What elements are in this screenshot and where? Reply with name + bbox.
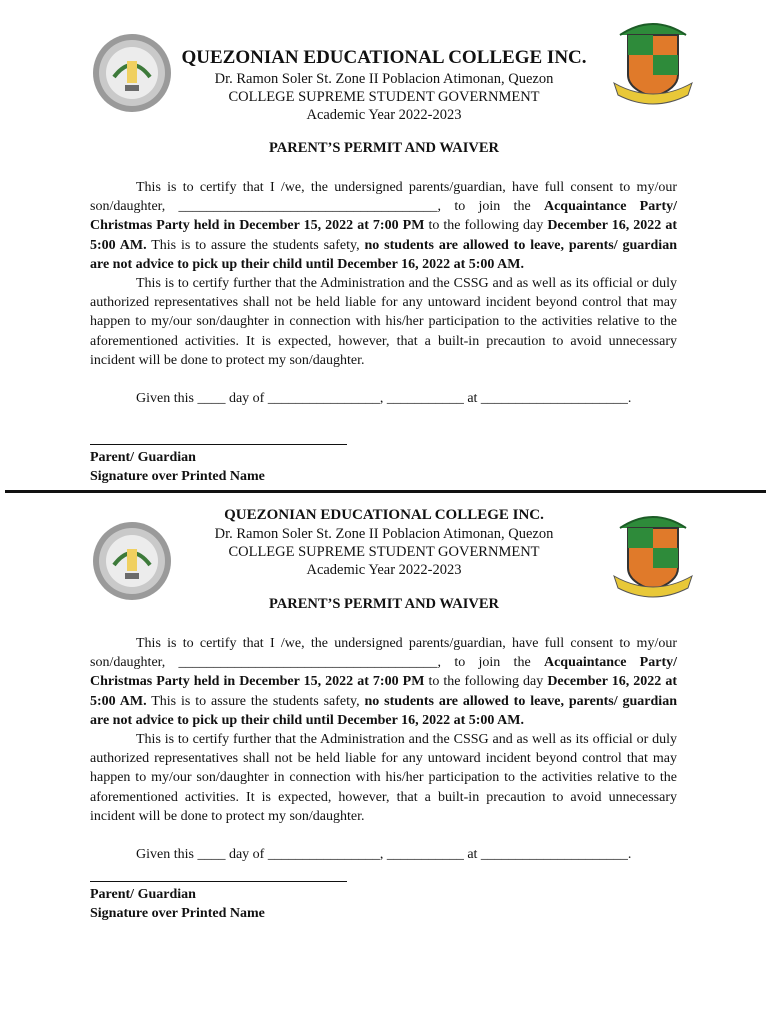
signature-block [90,885,265,923]
given-date-line[interactable]: Given this ____ day of ________________, ___________ at _____________________. [136,847,632,862]
consent-text: , to join the [437,655,544,671]
college-header [150,46,618,124]
college-name: QUEZONIAN EDUCATIONAL COLLEGE INC. [224,507,544,523]
academic-year: Academic Year 2022-2023 [306,562,462,578]
event-details: Acquaintance Party/ Christmas Party held in December 15, 2022 at 7:00 PM [90,199,677,234]
academic-year: Academic Year 2022-2023 [306,107,462,123]
permit-body [90,178,677,370]
signature-block [90,448,265,486]
consent-text: This is to certify that I /we, the undersigned parents/guardian, have full consent to my/our son/daughter, [90,180,677,215]
ssg-crest-icon [612,506,694,602]
waiver-paragraph: This is to certify further that the Administration and the CSSG and as well as its official or duly authorized representatives shall not be held liable for any untoward incident beyond control that may happen to my/our son/daughter in connection with his/her participation to the activities relative to the aforementioned activities. It is expected, however, that a built-in precaution to avoid unnecessary incident will be done to protect my son/daughter. [90,732,677,824]
college-address: Dr. Ramon Soler St. Zone II Poblacion Atimonan, Quezon [214,526,554,542]
consent-text: to the following day [424,218,548,234]
document-title: PARENT’S PERMIT AND WAIVER [268,596,500,612]
student-name-blank[interactable]: _____________________________________ [178,199,438,215]
signature-label: Signature over Printed Name [90,469,265,484]
safety-rule: no students are allowed to leave, parents/ guardian are not advice to pick up their child until December 16, 2022 at 5:00 AM. [90,237,677,272]
student-government: COLLEGE SUPREME STUDENT GOVERNMENT [228,89,540,105]
consent-text: , to join the [437,199,544,215]
signature-line[interactable] [90,881,347,882]
parent-guardian-label: Parent/ Guardian [90,450,196,465]
cut-divider [5,490,766,493]
signature-label: Signature over Printed Name [90,906,265,921]
college-name: QUEZONIAN EDUCATIONAL COLLEGE INC. [181,47,587,68]
safety-rule: no students are allowed to leave, parents/ guardian are not advice to pick up their child until December 16, 2022 at 5:00 AM. [90,693,677,728]
ssg-crest-icon [612,13,694,109]
consent-text: This is to assure the students safety, [146,693,365,709]
parent-guardian-label: Parent/ Guardian [90,887,196,902]
event-end: December 16, 2022 at 5:00 AM. [90,674,677,709]
permit-body [90,634,677,826]
consent-text: This is to certify that I /we, the undersigned parents/guardian, have full consent to my/our son/daughter, [90,636,677,671]
permit-form-2 [0,496,768,936]
consent-text: to the following day [424,674,548,690]
college-header [150,506,618,579]
college-address: Dr. Ramon Soler St. Zone II Poblacion Atimonan, Quezon [214,71,554,87]
signature-line[interactable] [90,444,347,445]
event-details: Acquaintance Party/ Christmas Party held in December 15, 2022 at 7:00 PM [90,655,677,690]
document-title: PARENT’S PERMIT AND WAIVER [268,140,500,156]
student-name-blank[interactable]: _____________________________________ [178,655,438,671]
consent-text: This is to assure the students safety, [146,237,365,253]
student-government: COLLEGE SUPREME STUDENT GOVERNMENT [228,544,540,560]
given-date-line[interactable]: Given this ____ day of ________________, ___________ at _____________________. [136,391,632,406]
consent-paragraph [90,178,677,274]
event-end: December 16, 2022 at 5:00 AM. [90,218,677,253]
waiver-paragraph: This is to certify further that the Administration and the CSSG and as well as its official or duly authorized representatives shall not be held liable for any untoward incident beyond control that may happen to my/our son/daughter in connection with his/her participation to the activities relative to the aforementioned activities. It is expected, however, that a built-in precaution to avoid unnecessary incident will be done to protect my son/daughter. [90,276,677,368]
permit-form-1 [0,0,768,490]
consent-paragraph [90,634,677,730]
